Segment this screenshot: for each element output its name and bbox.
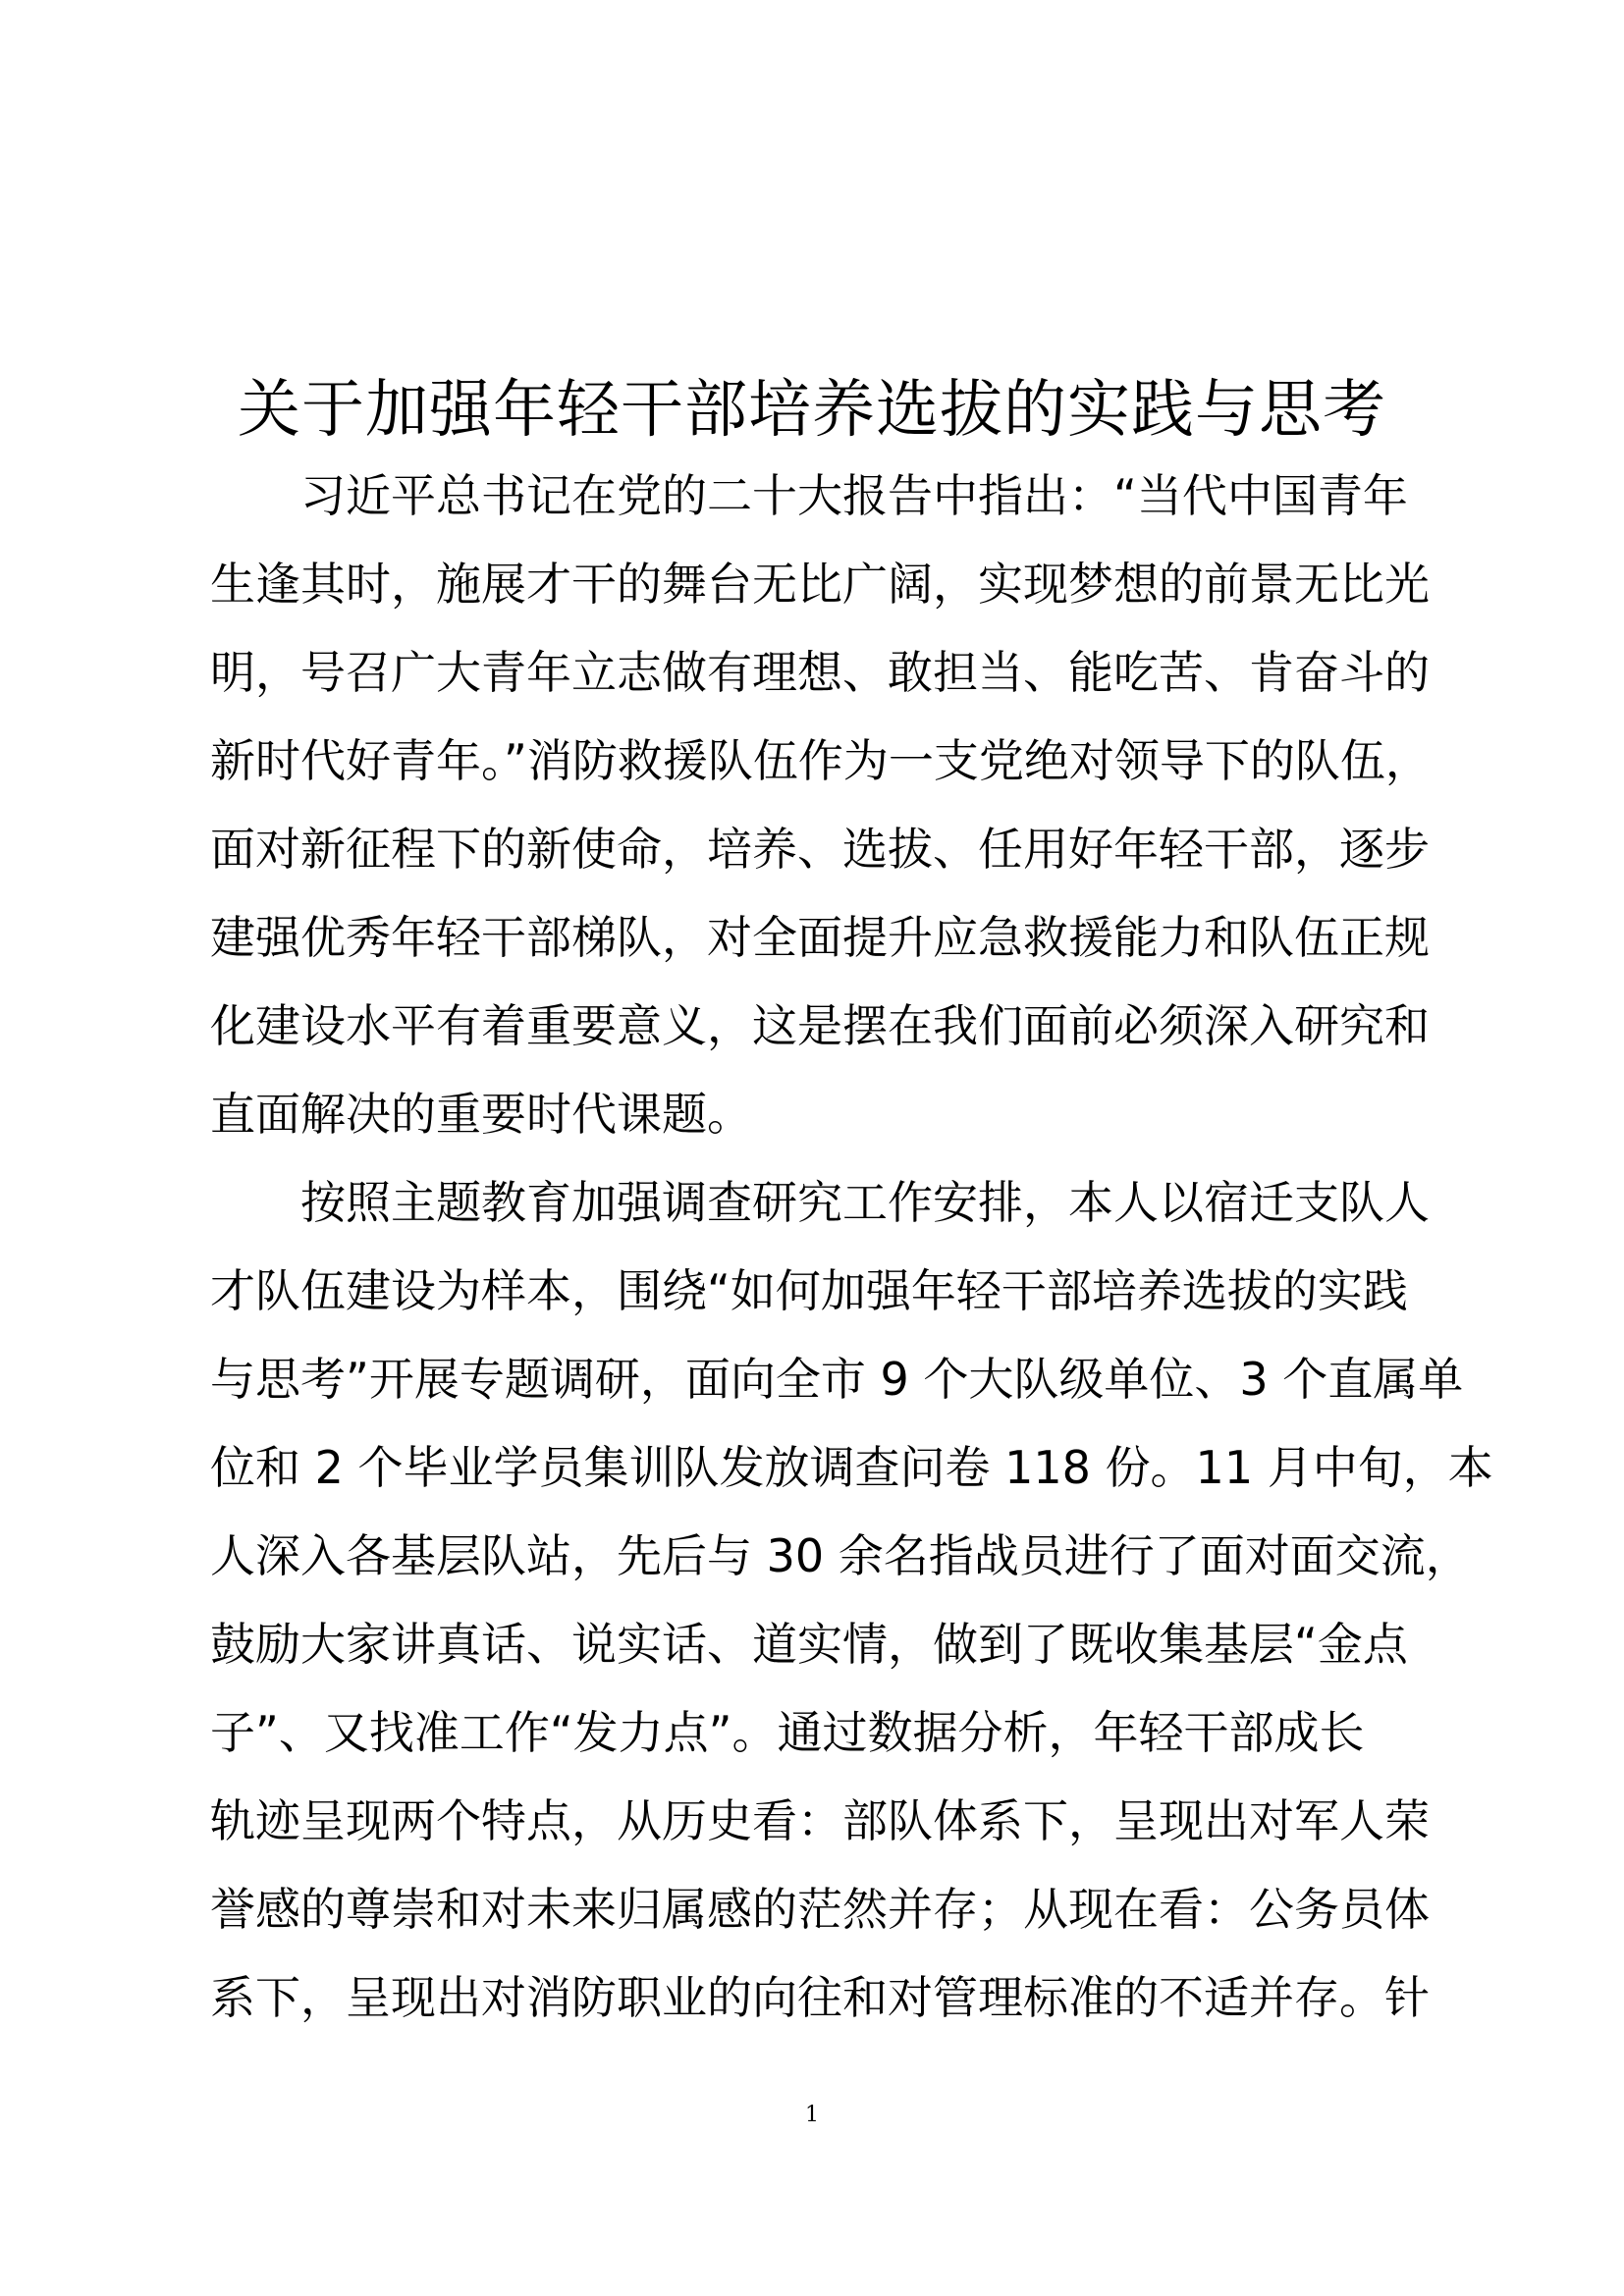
text-line: 子”、又找准工作“发力点”。通过数据分析，年轻干部成长 (210, 1706, 1365, 1759)
text-line: 面对新征程下的新使命，培养、选拔、任用好年轻干部，逐步 (210, 823, 1430, 876)
document-body (210, 452, 1493, 2042)
text-line: 直面解决的重要时代课题。 (210, 1088, 752, 1141)
paragraph-2 (210, 1158, 1493, 2042)
text-line: 生逢其时，施展才干的舞台无比广阔，实现梦想的前景无比光 (210, 558, 1430, 611)
text-line: 系下，呈现出对消防职业的向往和对管理标准的不适并存。针 (210, 1971, 1430, 2024)
text-line: 轨迹呈现两个特点，从历史看：部队体系下，呈现出对军人荣 (210, 1794, 1430, 1847)
text-line: 习近平总书记在党的二十大报告中指出：“当代中国青年 (300, 469, 1408, 522)
text-line: 誉感的尊崇和对未来归属感的茫然并存；从现在看：公务员体 (210, 1883, 1430, 1936)
text-line: 按照主题教育加强调查研究工作安排，本人以宿迁支队人 (300, 1176, 1430, 1229)
text-line: 鼓励大家讲真话、说实话、道实情，做到了既收集基层“金点 (210, 1618, 1408, 1671)
text-line: 明，号召广大青年立志做有理想、敢担当、能吃苦、肯奋斗的 (210, 646, 1430, 699)
text-line: 才队伍建设为样本，围绕“如何加强年轻干部培养选拔的实践 (210, 1264, 1408, 1317)
text-line: 新时代好青年。”消防救援队伍作为一支党绝对领导下的队伍， (210, 734, 1431, 787)
text-line: 人深入各基层队站，先后与 30 余名指战员进行了面对面交流， (210, 1529, 1471, 1582)
text-line: 化建设水平有着重要意义，这是摆在我们面前必须深入研究和 (210, 999, 1430, 1052)
page-number: 1 (805, 2103, 819, 2127)
text-line: 位和 2 个毕业学员集训队发放调查问卷 118 份。11 月中旬，本 (210, 1441, 1493, 1494)
text-line: 建强优秀年轻干部梯队，对全面提升应急救援能力和队伍正规 (210, 911, 1430, 964)
document-title: 关于加强年轻干部培养选拔的实践与思考 (238, 373, 1386, 447)
paragraph-1 (210, 452, 1431, 1158)
text-line: 与思考”开展专题调研，面向全市 9 个大队级单位、3 个直属单 (210, 1353, 1464, 1406)
